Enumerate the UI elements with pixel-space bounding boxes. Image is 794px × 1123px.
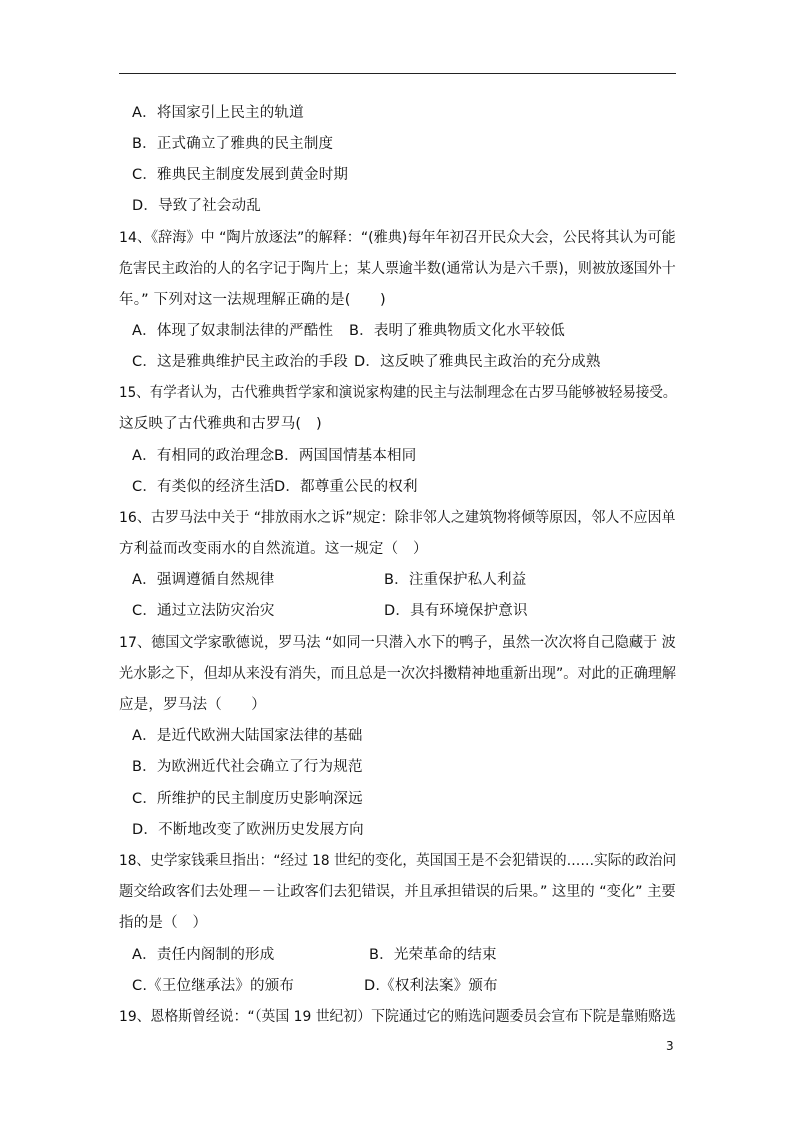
q14-stem-line-1: 14、《辞海》中 “陶片放逐法”的解释：“(雅典)每年年初召开民众大会，公民将其认为可能	[119, 230, 676, 246]
q18-option-a: A．责任内阁制的形成	[132, 947, 275, 963]
q16-stem-line-2: 方利益而改变雨水的自然流道。这一规定（ ）	[119, 541, 428, 557]
q17-stem-line-1: 17、德国文学家歌德说，罗马法 “如同一只潜入水下的鸭子，虽然一次次将自己隐藏于 波	[119, 635, 676, 651]
q14-option-c: C．这是雅典维护民主政治的手段	[132, 354, 349, 370]
q18-stem-line-3: 指的是（ ）	[119, 915, 208, 931]
q16-option-b: B．注重保护私人利益	[384, 572, 527, 588]
q15-option-d: D．都尊重公民的权利	[274, 479, 418, 495]
q17-stem-line-3: 应是，罗马法（ ）	[119, 697, 266, 713]
q16-option-c: C．通过立法防灾治灾	[132, 603, 275, 619]
q18-option-c: C.《王位继承法》的颁布	[132, 978, 295, 994]
q18-option-b: B．光荣革命的结束	[369, 947, 497, 963]
q13-option-b: B．正式确立了雅典的民主制度	[132, 136, 334, 152]
q19-stem-line-1: 19、恩格斯曾经说：“（英国 19 世纪初）下院通过它的贿选问题委员会宣布下院是靠贿赂选	[119, 1009, 676, 1025]
q15-option-c: C．有类似的经济生活	[132, 479, 275, 495]
q15-stem-line-1: 15、有学者认为，古代雅典哲学家和演说家构建的民主与法制理念在古罗马能够被轻易接受。	[119, 385, 677, 401]
q17-stem-line-2: 光水影之下，但却从来没有消失，而且总是一次次抖擞精神地重新出现”。对此的正确理解	[119, 666, 677, 682]
q17-option-d: D．不断地改变了欧洲历史发展方向	[132, 822, 364, 838]
q16-option-d: D．具有环境保护意识	[384, 603, 528, 619]
q15-stem-line-2: 这反映了古代雅典和古罗马( )	[119, 416, 322, 432]
q17-option-c: C．所维护的民主制度历史影响深远	[132, 791, 363, 807]
q15-option-a: A．有相同的政治理念	[132, 448, 275, 464]
q13-option-a: A．将国家引上民主的轨道	[132, 105, 304, 121]
header-rule	[119, 73, 676, 74]
q17-option-a: A．是近代欧洲大陆国家法律的基础	[132, 728, 363, 744]
q14-option-a: A．体现了奴隶制法律的严酷性	[132, 323, 334, 339]
q16-option-a: A．强调遵循自然规律	[132, 572, 275, 588]
q14-stem-line-2: 危害民主政治的人的名字记于陶片上；某人票逾半数(通常认为是六千票)，则被放逐国外十	[119, 261, 676, 277]
q14-option-d: D．这反映了雅典民主政治的充分成熟	[354, 354, 601, 370]
q18-option-d: D.《权利法案》颁布	[364, 978, 498, 994]
q17-option-b: B．为欧洲近代社会确立了行为规范	[132, 759, 363, 775]
q13-option-d: D．导致了社会动乱	[132, 198, 261, 214]
q14-option-b: B．表明了雅典物质文化水平较低	[349, 323, 565, 339]
q18-stem-line-1: 18、史学家钱乘旦指出：“经过 18 世纪的变化，英国国王是不会犯错误的……实际的政治问	[119, 853, 677, 869]
q13-option-c: C．雅典民主制度发展到黄金时期	[132, 167, 349, 183]
page-number: 3	[666, 1039, 674, 1053]
q15-option-b: B．两国国情基本相同	[274, 448, 417, 464]
q14-stem-line-3: 年。” 下列对这一法规理解正确的是( )	[119, 292, 386, 308]
q16-stem-line-1: 16、古罗马法中关于 “排放雨水之诉”规定：除非邻人之建筑物将倾等原因，邻人不应因单	[119, 510, 676, 526]
q18-stem-line-2: 题交给政客们去处理－－让政客们去犯错误，并且承担错误的后果。” 这里的 “变化” 主要	[119, 884, 676, 900]
